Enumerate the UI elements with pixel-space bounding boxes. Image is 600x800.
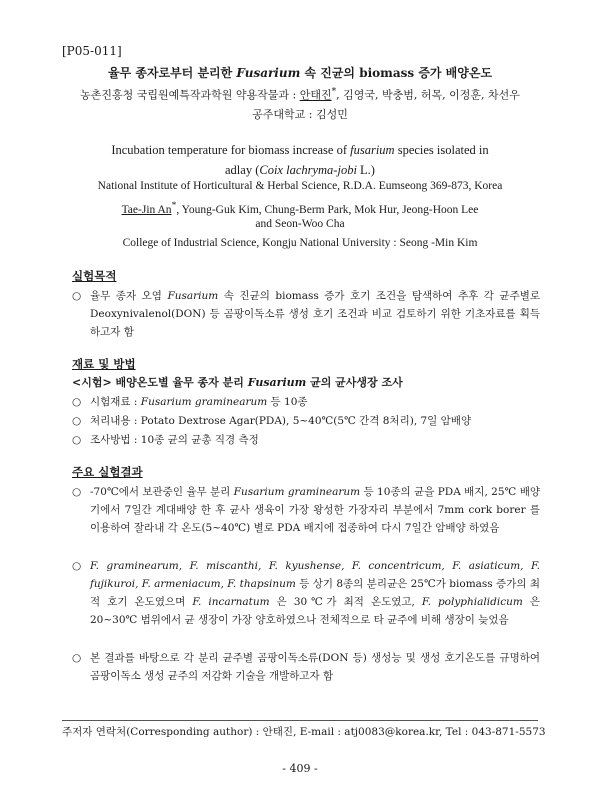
results-item-3: ○ 본 결과를 바탕으로 각 분리 균주별 곰팡이독소류(DON 등) 생성능 및 생성 호기온도를 규명하여 곰팡이독소 생성 균주의 저감화 기술을 개발하고자 함 [72,652,540,682]
methods-item-survey: ○ 조사방법 : 10종 균의 균총 직경 측정 [72,434,259,446]
corresponding-author: 주저자 연락처(Corresponding author) : 안태진, E-mail : atj0083@korea.kr, Tel : 043-871-5573 [62,726,546,738]
methods-item-treatment: ○ 처리내용 : Potato Dextrose Agar(PDA), 5~40℃(5℃ 간격 8처리), 7일 암배양 [72,415,472,427]
bullet: ○ [72,290,82,302]
lead-author-en: Tae-Jin An [121,203,172,216]
english-affiliation-2: College of Industrial Science, Kongju National University : Seong -Min Kim [122,237,478,249]
english-title: Incubation temperature for biomass increase of fusarium species isolated in adlay (Coix lachryma-jobi L.) [111,143,489,177]
methods-subheading: <시험> 배양온도별 율무 종자 분리 Fusarium 균의 균사생장 조사 [72,376,403,389]
section-heading-methods: 재료 및 방법 [72,357,136,371]
section-heading-purpose: 실험목적 [72,269,117,283]
purpose-item: ○ 율무 종자 오염 Fusarium 속 진균의 biomass 증가 호기 조건을 탐색하여 추후 각 균주별로 Deoxynivalenol(DON) 등 곰팡이독소류 생성 호기 조건과 비교 검토하기 위한 기초자료를 획득하고자 함 [72,287,540,341]
results-item-2: ○ F. graminearum, F. miscanthi, F. kyushense, F. concentricum, F. asiaticum, F. fujikuroi, F. armeniacum, F. thapsinum 등 상기 8종의 분리균은 25℃가 biomass 증가의 최적 호기 온도였으며 F. incarnatum 은 30℃가 최적 온도였고, F. polyphialidicum 은 20~30℃ 범위에서 균 생장이 가장 양호하였으나 전체적으로 타 균주에 비해 생장이 늦었음 [72,560,540,626]
english-authors: Tae-Jin An*, Young-Guk Kim, Chung-Berm Park, Mok Hur, Jeong-Hoon Lee [121,200,479,216]
results-item-1: ○ -70℃에서 보관중인 율무 분리 Fusarium graminearum 등 10종의 균을 PDA 배지, 25℃ 배양기에서 7일간 계대배양 한 후 균사 생육이 가장 왕성한 가장자리 부분에서 7mm cork borer 를 이용하여 잘라내 각 온도(5~40℃) 별로 PDA 배지에 접종하여 다시 7일간 암배양 하였음 [72,486,541,534]
lead-author-ko: 안태진 [299,88,332,102]
korean-affiliation-2: 공주대학교 : 김성민 [252,108,348,121]
section-heading-results: 주요 실험결과 [72,465,143,479]
korean-authors: 농촌진흥청 국립원예특작과학원 약용작물과 : 안태진*, 김영국, 박충범, 허목, 이정훈, 차선우 [80,86,520,102]
abstract-code: [P05-011] [62,44,122,58]
korean-title: 율무 종자로부터 분리한 Fusarium 속 진균의 biomass 증가 배양온도 [107,66,493,80]
methods-item-materials: ○ 시험재료 : Fusarium graminearum 등 10종 [72,396,308,408]
english-authors-2: and Seon-Woo Cha [255,218,345,230]
english-affiliation-1: National Institute of Horticultural & Herbal Science, R.D.A. Eumseong 369-873, Korea [97,180,503,192]
page-number: - 409 - [282,762,318,775]
footer-divider [62,720,538,721]
